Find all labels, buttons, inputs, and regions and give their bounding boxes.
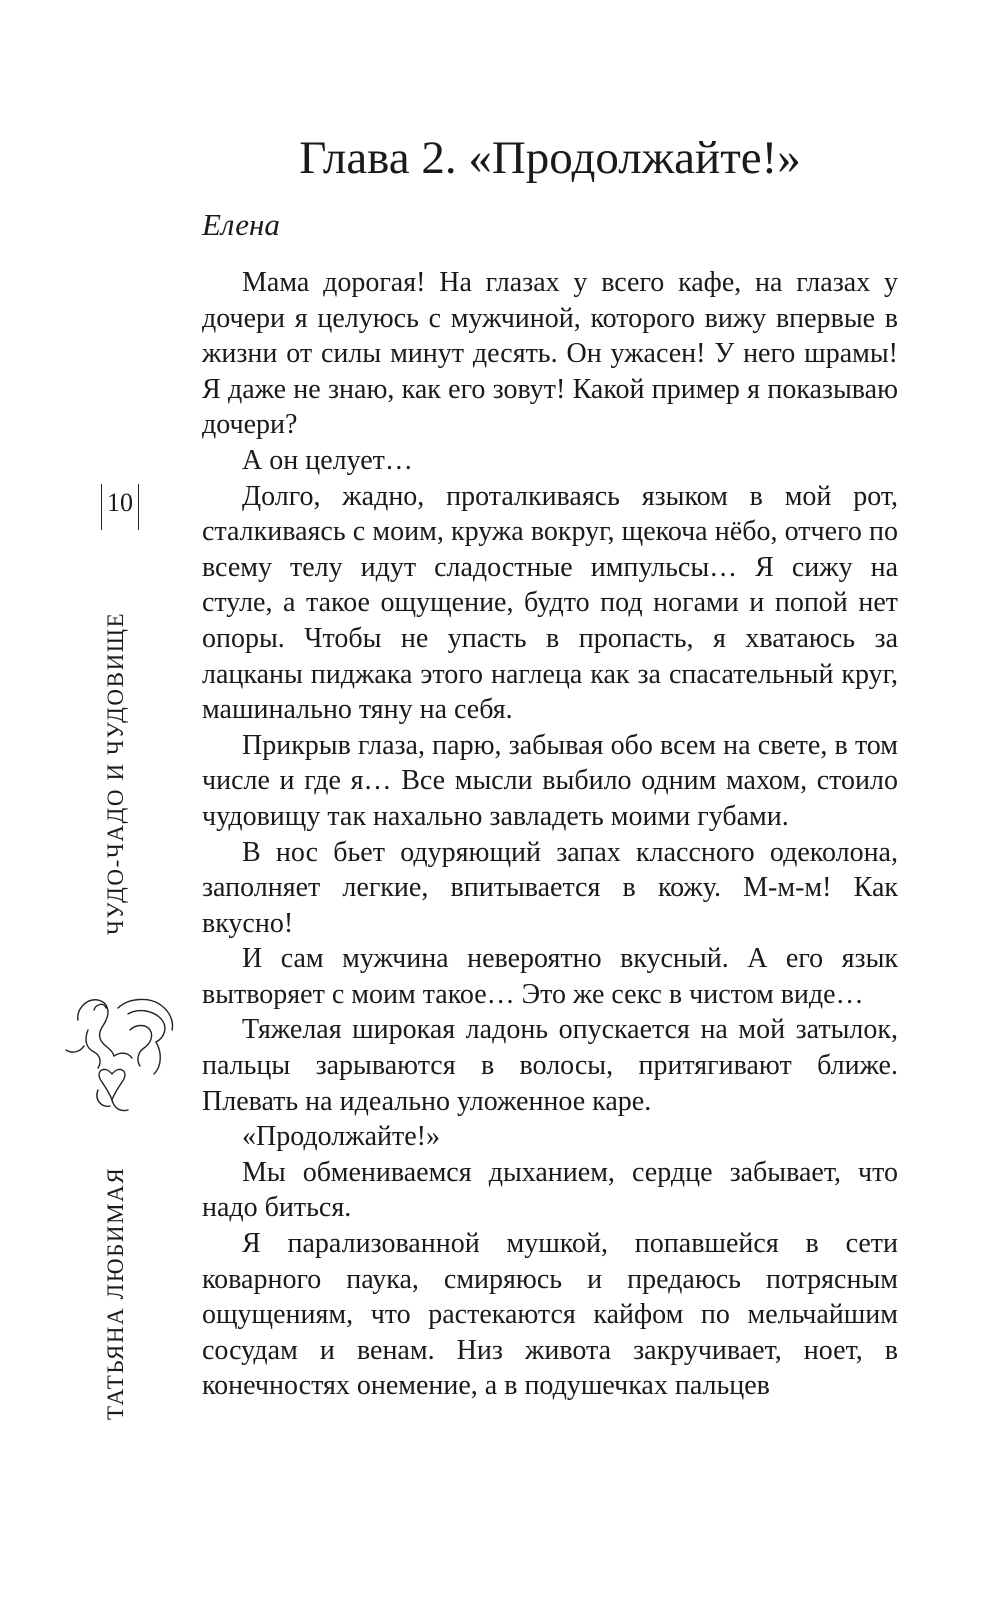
chapter-title: Глава 2. «Продолжайте!» bbox=[299, 132, 801, 184]
page-number: 10 bbox=[101, 484, 139, 530]
running-author-name: ТАТЬЯНА ЛЮБИМАЯ bbox=[103, 1166, 128, 1420]
paragraph: Прикрыв глаза, парю, забывая обо всем на свете, в том числе и где я… Все мысли выбило одним махом, стоило чудовищу так нахально завладеть моими губами. bbox=[202, 729, 898, 832]
paragraph: Тяжелая широкая ладонь опускается на мой затылок, пальцы зарываются в волосы, притягивают ближе. Плевать на идеально уложенное каре. bbox=[202, 1014, 898, 1117]
kissing-couple-line-art-icon bbox=[58, 990, 188, 1120]
paragraph: Мама дорогая! На глазах у всего кафе, на глазах у дочери я целуюсь с мужчиной, которого вижу впервые в жизни от силы минут десять. Он ужасен! У него шрамы! Я даже не знаю, как его зовут! Какой пример я показываю дочери? bbox=[202, 267, 898, 441]
paragraph: Долго, жадно, проталкиваясь языком в мой рот, сталкиваясь с моим, кружа вокруг, щекоча нёбо, отчего по всему телу идут сладостные импульсы… Я сижу на стуле, а такое ощущение, будто под ногами и попой нет опоры. Чтобы не упасть в пропасть, я хватаюсь за лацканы пиджака этого наглеца как за спасательный круг, машинально тяну на себя. bbox=[202, 480, 898, 726]
pov-character: Елена bbox=[202, 207, 280, 242]
paragraph: В нос бьет одуряющий запах классного одеколона, заполняет легкие, впитывается в кожу. М-м-м! Как вкусно! bbox=[202, 836, 898, 939]
paragraph: А он целует… bbox=[242, 444, 413, 476]
body-text bbox=[202, 265, 898, 1404]
running-book-title: ЧУДО-ЧАДО И ЧУДОВИЩЕ bbox=[103, 611, 128, 935]
paragraph: И сам мужчина невероятно вкусный. А его язык вытворяет с моим такое… Это же секс в чистом виде… bbox=[202, 943, 898, 1010]
paragraph: Мы обмениваемся дыханием, сердце забывает, что надо биться. bbox=[202, 1156, 898, 1224]
paragraph: Я парализованной мушкой, попавшейся в сети коварного паука, смиряюсь и предаюсь потрясным ощущениям, что растекаются кайфом по мельчайшим сосудам и венам. Низ живота закручивает, ноет, в конечностях онемение, а в подушечках пальцев bbox=[202, 1228, 898, 1402]
paragraph: «Продолжайте!» bbox=[242, 1121, 441, 1153]
